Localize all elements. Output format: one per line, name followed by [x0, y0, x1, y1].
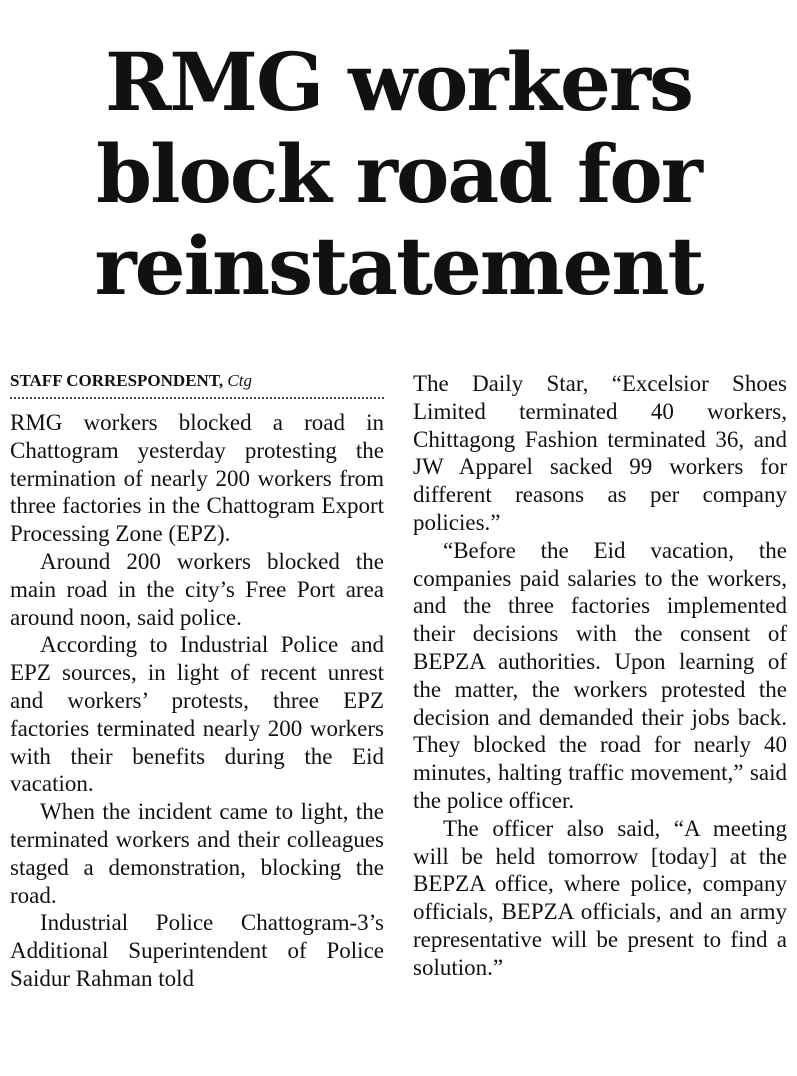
paragraph: RMG workers blocked a road in Chattogram yesterday protesting the termination of nearly 200 workers from three factories in the Chattogram Export Processing Zone (EPZ). — [10, 410, 384, 547]
paragraph: When the incident came to light, the terminated workers and their colleagues staged a demonstration, blocking the road. — [10, 799, 384, 908]
paragraph: The Daily Star, “Excelsior Shoes Limited terminated 40 workers, Chittagong Fashion terminated 36, and JW Apparel sacked 99 workers for different reasons as per company policies.” — [413, 371, 787, 535]
paragraph: “Before the Eid vacation, the companies paid salaries to the workers, and the three factories implemented their decisions with the consent of BEPZA authorities. Upon learning of the matter, the workers protested the decision and demanded their jobs back. They blocked the road for nearly 40 minutes, halting traffic movement,” said the police officer. — [413, 537, 787, 813]
paragraph: According to Industrial Police and EPZ sources, in light of recent unrest and workers’ protests, three EPZ factories terminated nearly 200 workers with their benefits during the Eid vacation. — [10, 632, 384, 797]
byline-location: Ctg — [227, 371, 252, 390]
headline: RMG workers block road for reinstatement — [94, 35, 703, 313]
byline-name: STAFF CORRESPONDENT, — [10, 371, 224, 390]
article-column-left — [10, 370, 384, 993]
article-column-right — [413, 370, 787, 982]
paragraph: Around 200 workers blocked the main road in the city’s Free Port area around noon, said police. — [10, 548, 384, 630]
byline — [10, 370, 384, 399]
paragraph: The officer also said, “A meeting will be held tomorrow [today] at the BEPZA office, where police, company officials, BEPZA officials, and an army representative will be present to find a solution.” — [413, 815, 787, 980]
paragraph: Industrial Police Chattogram-3’s Additional Superintendent of Police Saidur Rahman told — [10, 910, 384, 991]
